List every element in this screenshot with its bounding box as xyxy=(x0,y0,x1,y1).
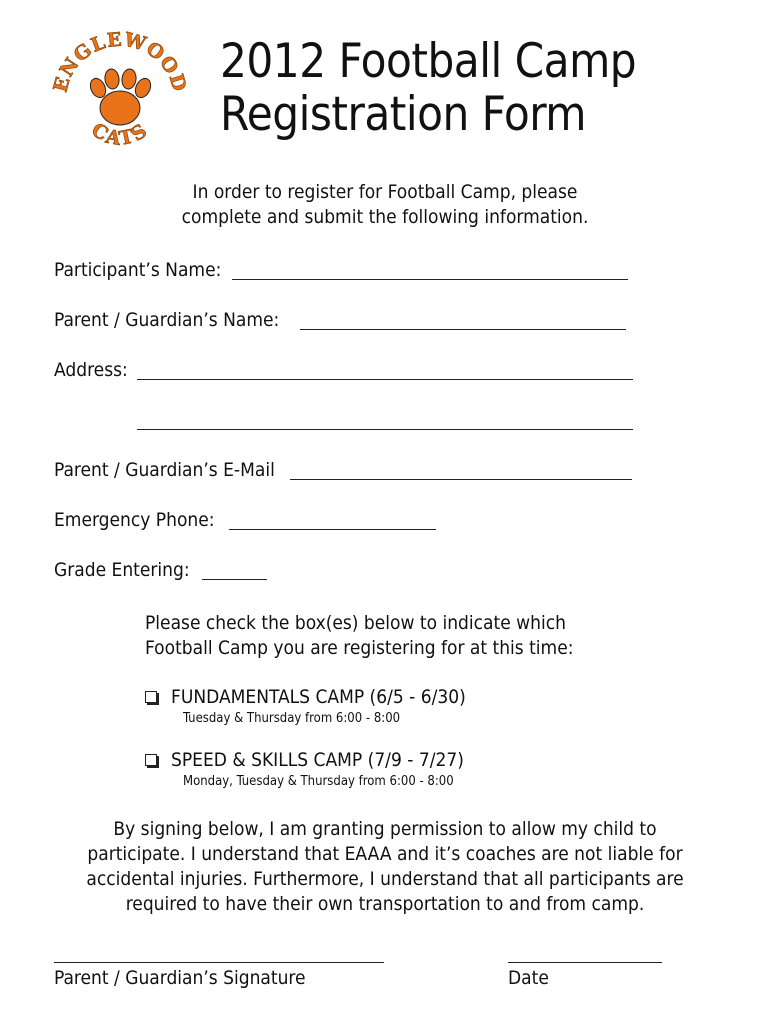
consent-line2: participate. I understand that EAAA and it’s coaches are not liable for xyxy=(87,843,683,865)
logo-bottom-text: CATS xyxy=(87,118,153,151)
camp-option-fundamentals[interactable] xyxy=(145,685,466,709)
email-label: Parent / Guardian’s E-Mail xyxy=(54,459,275,481)
address-line-1[interactable] xyxy=(137,379,633,380)
camp-schedule: Monday, Tuesday & Thursday from 6:00 - 8:00 xyxy=(183,774,454,789)
fundamentals-checkbox[interactable] xyxy=(145,691,157,703)
intro-line1: In order to register for Football Camp, please xyxy=(192,181,578,203)
participant-name-line[interactable] xyxy=(232,279,628,280)
date-line[interactable] xyxy=(508,962,662,963)
instructions-line1: Please check the box(es) below to indicate which xyxy=(145,612,566,634)
date-label: Date xyxy=(508,967,549,989)
emergency-phone-label: Emergency Phone: xyxy=(54,509,215,531)
address-line-2[interactable] xyxy=(137,429,633,430)
camp-name: SPEED & SKILLS CAMP (7/9 - 7/27) xyxy=(171,749,464,771)
speed-skills-checkbox[interactable] xyxy=(145,754,157,766)
participant-name-label: Participant’s Name: xyxy=(54,259,222,281)
camp-option-speed-skills[interactable] xyxy=(145,748,464,772)
page-title-line2: Registration Form xyxy=(220,87,586,142)
instructions-line2: Football Camp you are registering for at this time: xyxy=(145,637,574,659)
grade-label: Grade Entering: xyxy=(54,559,190,581)
consent-line3: accidental injuries. Furthermore, I understand that all participants are xyxy=(86,868,684,890)
signature-label: Parent / Guardian’s Signature xyxy=(54,967,306,989)
camp-schedule: Tuesday & Thursday from 6:00 - 8:00 xyxy=(183,711,401,726)
parent-name-line[interactable] xyxy=(300,329,626,330)
consent-line1: By signing below, I am granting permission to allow my child to xyxy=(113,818,657,840)
address-label: Address: xyxy=(54,359,128,381)
englewood-cats-logo xyxy=(44,24,196,164)
intro-line2: complete and submit the following information. xyxy=(181,206,589,228)
svg-text:ENGLEWOOD xyxy=(49,28,190,94)
camp-name: FUNDAMENTALS CAMP (6/5 - 6/30) xyxy=(171,686,466,708)
consent-line4: required to have their own transportation to and from camp. xyxy=(125,893,645,915)
page-title-line1: 2012 Football Camp xyxy=(220,34,637,89)
paw-print-icon xyxy=(87,68,153,125)
parent-name-label: Parent / Guardian’s Name: xyxy=(54,309,280,331)
grade-line[interactable] xyxy=(202,579,267,580)
emergency-phone-line[interactable] xyxy=(229,529,436,530)
signature-line[interactable] xyxy=(54,962,384,963)
email-line[interactable] xyxy=(290,479,632,480)
logo-top-text: ENGLEWOOD xyxy=(49,28,191,95)
